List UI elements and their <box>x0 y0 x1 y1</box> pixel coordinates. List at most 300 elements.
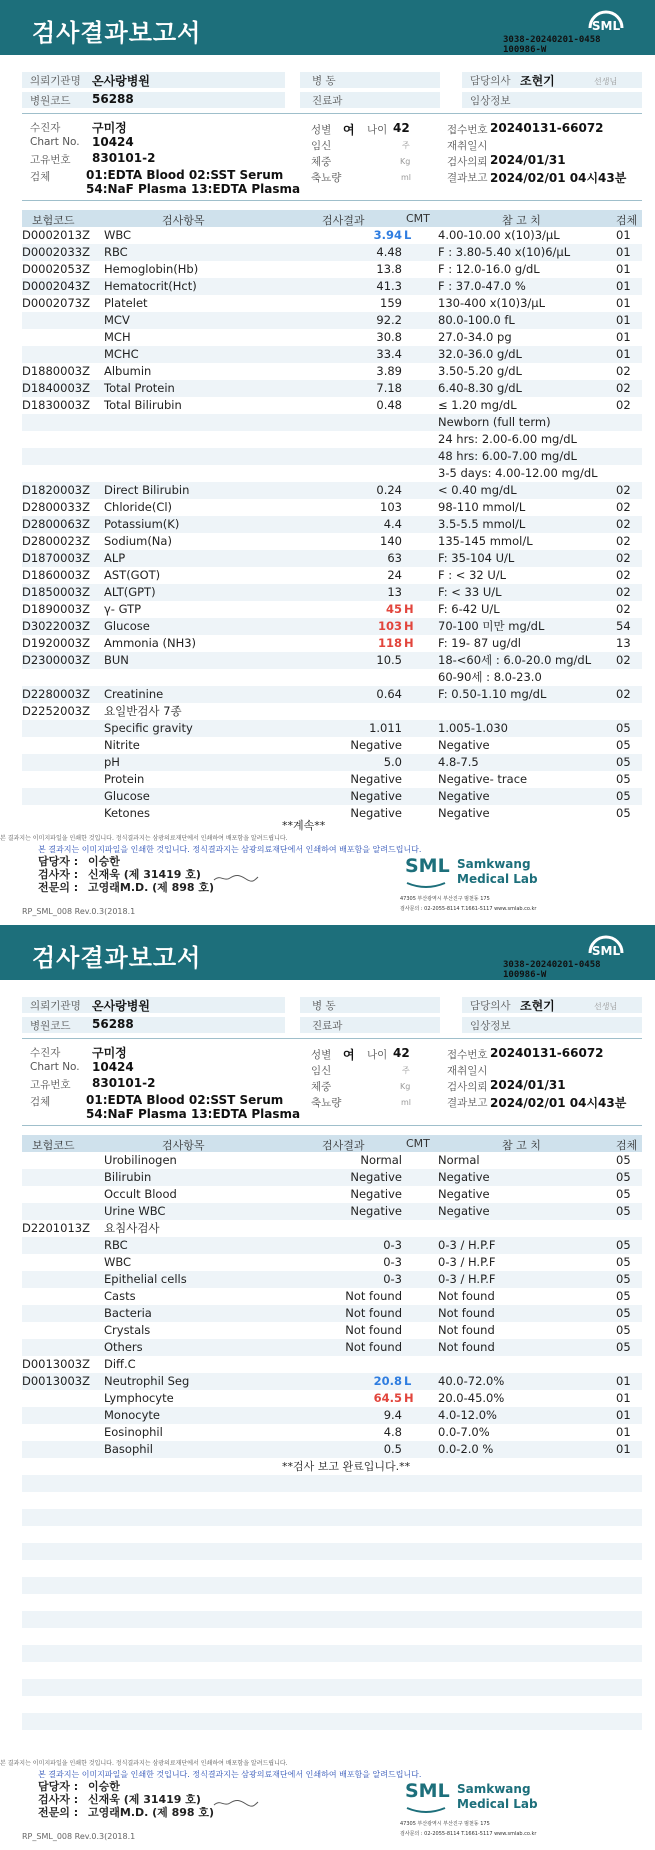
form-code: RP_SML_008 Rev.0.3(2018.1 <box>22 1832 136 1841</box>
sig-value-1: 이승한 <box>88 855 120 868</box>
row-code: D2800063Z <box>22 517 90 531</box>
dept-label: 진료과 <box>312 1020 343 1032</box>
table-row <box>22 1237 642 1254</box>
table-row <box>22 1220 642 1237</box>
sex-value: 여 <box>343 1048 355 1062</box>
table-row <box>22 465 642 482</box>
chart-label: Chart No. <box>30 1061 80 1073</box>
row-item: Total Bilirubin <box>104 398 182 412</box>
row-result: 10.5 <box>376 653 402 667</box>
table-row <box>22 584 642 601</box>
table-row <box>22 1526 642 1543</box>
logo-arc-icon <box>405 1806 447 1814</box>
complete-note: **검사 보고 완료입니다.** <box>282 1460 411 1473</box>
row-result: Not found <box>345 1306 402 1320</box>
row-ref: Negative <box>438 789 490 803</box>
row-ref: 48 hrs: 6.00-7.00 mg/dL <box>438 449 577 463</box>
row-item: Monocyte <box>104 1408 160 1422</box>
hospital-code-value: 56288 <box>92 92 134 106</box>
age-value: 42 <box>393 121 410 135</box>
row-code: D0002033Z <box>22 245 90 259</box>
row-result: 64.5 <box>373 1391 402 1405</box>
row-result: Not found <box>345 1323 402 1337</box>
weight-unit: Kg <box>400 157 411 166</box>
reported-value: 2024/02/01 04시43분 <box>490 171 627 185</box>
row-specimen: 02 <box>616 551 631 565</box>
row-code: D0002043Z <box>22 279 90 293</box>
table-row <box>22 482 642 499</box>
row-ref: F: 19- 87 ug/dl <box>438 636 521 650</box>
samkwang-logo-initials: SML <box>405 1780 450 1802</box>
row-result: 45 <box>385 602 402 616</box>
table-row <box>22 1424 642 1441</box>
row-ref: Newborn (full term) <box>438 415 551 429</box>
row-ref: F : 12.0-16.0 g/dL <box>438 262 540 276</box>
row-ref: 4.0-12.0% <box>438 1408 497 1422</box>
row-specimen: 05 <box>616 1170 631 1184</box>
table-row <box>22 618 642 635</box>
idnum-value: 830101-2 <box>92 1076 156 1090</box>
table-row <box>22 1305 642 1322</box>
row-ref: 27.0-34.0 pg <box>438 330 512 344</box>
row-ref: Not found <box>438 1306 495 1320</box>
table-row <box>22 1611 642 1628</box>
row-ref: 32.0-36.0 g/dL <box>438 347 522 361</box>
row-ref: Negative <box>438 1170 490 1184</box>
row-result: 3.89 <box>376 364 402 378</box>
row-result: 30.8 <box>376 330 402 344</box>
table-row <box>22 346 642 363</box>
table-row <box>22 295 642 312</box>
notice-text: 본 결과지는 이미지파일을 인쇄한 것입니다. 정식결과지는 삼광의료재단에서 인쇄하여 배포함을 알려드립니다. <box>38 1770 422 1779</box>
row-specimen: 01 <box>616 262 631 276</box>
form-code: RP_SML_008 Rev.0.3(2018.1 <box>22 907 136 916</box>
specimen-label: 검체 <box>30 1096 51 1108</box>
col-ref: 참 고 치 <box>502 1139 541 1152</box>
row-specimen: 13 <box>616 636 631 650</box>
row-ref: Not found <box>438 1323 495 1337</box>
table-row <box>22 1543 642 1560</box>
table-row <box>22 244 642 261</box>
reported-label: 결과보고 <box>447 172 488 184</box>
row-specimen: 01 <box>616 1425 631 1439</box>
doctor-value: 조현기 <box>520 999 555 1013</box>
sig-value-2: 신재욱 (제 31419 호) <box>88 1793 201 1806</box>
col-cmt: CMT <box>406 1137 430 1150</box>
row-ref: 0-3 / H.P.F <box>438 1238 496 1252</box>
row-result: 140 <box>380 534 402 548</box>
row-ref: 70-100 미만 mg/dL <box>438 619 545 633</box>
row-item: Occult Blood <box>104 1187 177 1201</box>
specimen-line2: 54:NaF Plasma 13:EDTA Plasma <box>86 182 301 196</box>
row-code: D1890003Z <box>22 602 90 616</box>
clinical-label: 임상정보 <box>470 1020 511 1032</box>
table-row <box>22 567 642 584</box>
row-specimen: 02 <box>616 500 631 514</box>
row-code: D0013003Z <box>22 1357 90 1371</box>
row-ref: 24 hrs: 2.00-6.00 mg/dL <box>438 432 577 446</box>
row-result: 24 <box>387 568 402 582</box>
patient-value: 구미정 <box>92 1046 127 1060</box>
row-specimen: 05 <box>616 1340 631 1354</box>
row-item: γ- GTP <box>104 602 142 616</box>
table-row <box>22 431 642 448</box>
sig-label-1: 담당자 : <box>38 855 79 868</box>
table-row <box>22 635 642 652</box>
row-ref: 1.005-1.030 <box>438 721 508 735</box>
row-item: Glucose <box>104 619 150 633</box>
urine-label: 축뇨량 <box>311 1097 342 1109</box>
row-specimen: 05 <box>616 772 631 786</box>
row-specimen: 01 <box>616 1442 631 1456</box>
specimen-line2: 54:NaF Plasma 13:EDTA Plasma <box>86 1107 301 1121</box>
results-table-header <box>22 210 642 227</box>
row-specimen: 01 <box>616 330 631 344</box>
idnum-label: 고유번호 <box>30 1079 71 1091</box>
row-ref: F : 3.80-5.40 x(10)6/μL <box>438 245 571 259</box>
row-specimen: 05 <box>616 1272 631 1286</box>
row-code: D2252003Z <box>22 704 90 718</box>
idnum-value: 830101-2 <box>92 151 156 165</box>
row-specimen: 05 <box>616 755 631 769</box>
org-label: 의뢰기관명 <box>30 75 81 87</box>
row-code: D2280003Z <box>22 687 90 701</box>
sig-label-1: 담당자 : <box>38 1780 79 1793</box>
row-specimen: 02 <box>616 483 631 497</box>
table-row <box>22 1492 642 1509</box>
row-ref: 60-90세 : 8.0-23.0 <box>438 670 542 684</box>
preg-unit: 주 <box>402 1066 410 1075</box>
sig-value-3: 고영래M.D. (제 898 호) <box>88 1806 215 1819</box>
row-item: Casts <box>104 1289 136 1303</box>
row-item: ALP <box>104 551 126 565</box>
recollect-label: 재취일시 <box>447 140 488 152</box>
dept-label: 진료과 <box>312 95 343 107</box>
row-specimen: 05 <box>616 1289 631 1303</box>
row-item: Epithelial cells <box>104 1272 187 1286</box>
patient-value: 구미정 <box>92 121 127 135</box>
row-result: 4.48 <box>376 245 402 259</box>
sig-label-3: 전문의 : <box>38 1806 79 1819</box>
table-row <box>22 1169 642 1186</box>
row-ref: 3.5-5.5 mmol/L <box>438 517 526 531</box>
weight-label: 체중 <box>311 156 332 168</box>
table-row <box>22 1713 642 1730</box>
row-item: Direct Bilirubin <box>104 483 190 497</box>
row-item: Hematocrit(Hct) <box>104 279 197 293</box>
sex-value: 여 <box>343 123 355 137</box>
row-code: D1850003Z <box>22 585 90 599</box>
row-ref: 20.0-45.0% <box>438 1391 505 1405</box>
row-item: Sodium(Na) <box>104 534 172 548</box>
urine-unit: ml <box>401 173 412 182</box>
row-item: 요침사검사 <box>104 1221 160 1235</box>
row-item: Total Protein <box>104 381 175 395</box>
row-item: RBC <box>104 245 128 259</box>
row-ref: 98-110 mmol/L <box>438 500 526 514</box>
row-specimen: 02 <box>616 381 631 395</box>
row-ref: 0-3 / H.P.F <box>438 1255 496 1269</box>
table-row <box>22 1186 642 1203</box>
row-specimen: 05 <box>616 1306 631 1320</box>
row-ref: 0.0-7.0% <box>438 1425 490 1439</box>
table-row <box>22 686 642 703</box>
row-item: Ketones <box>104 806 150 820</box>
row-flag: H <box>404 636 414 650</box>
doctor-suffix: 선생님 <box>594 77 618 86</box>
specimen-label: 검체 <box>30 171 51 183</box>
table-row <box>22 652 642 669</box>
row-result: 0.48 <box>376 398 402 412</box>
row-item: Basophil <box>104 1442 153 1456</box>
row-item: Eosinophil <box>104 1425 163 1439</box>
row-item: Chloride(Cl) <box>104 500 173 514</box>
row-ref: Negative <box>438 1187 490 1201</box>
row-ref: 3.50-5.20 g/dL <box>438 364 522 378</box>
request-label: 검사의뢰 <box>447 1081 488 1093</box>
table-row <box>22 737 642 754</box>
weight-unit: Kg <box>400 1082 411 1091</box>
table-row <box>22 278 642 295</box>
col-result: 검사결과 <box>322 214 365 227</box>
row-item: WBC <box>104 1255 132 1269</box>
sig-label-2: 검사자 : <box>38 868 79 881</box>
table-row <box>22 1730 642 1747</box>
row-item: 요일반검사 7종 <box>104 704 182 718</box>
preg-label: 임신 <box>311 1065 332 1077</box>
row-flag: H <box>404 1391 414 1405</box>
results-table-body <box>22 1152 642 1752</box>
row-result: 118 <box>377 636 402 650</box>
table-row <box>22 1152 642 1169</box>
table-row <box>22 720 642 737</box>
row-specimen: 02 <box>616 517 631 531</box>
table-row <box>22 1322 642 1339</box>
row-code: D1830003Z <box>22 398 90 412</box>
table-row <box>22 397 642 414</box>
row-ref: F: 35-104 U/L <box>438 551 515 565</box>
row-item: WBC <box>104 228 132 242</box>
results-table-body <box>22 227 642 827</box>
row-item: pH <box>104 755 120 769</box>
row-item: Potassium(K) <box>104 517 180 531</box>
row-item: ALT(GPT) <box>104 585 156 599</box>
row-specimen: 02 <box>616 653 631 667</box>
row-specimen: 01 <box>616 296 631 310</box>
svg-text:SML: SML <box>591 944 621 958</box>
row-specimen: 01 <box>616 1408 631 1422</box>
col-result: 검사결과 <box>322 1139 365 1152</box>
table-row <box>22 601 642 618</box>
row-code: D1870003Z <box>22 551 90 565</box>
row-flag: H <box>404 602 414 616</box>
table-row <box>22 261 642 278</box>
row-result: Normal <box>360 1153 402 1167</box>
sig-label-2: 검사자 : <box>38 1793 79 1806</box>
row-item: Bacteria <box>104 1306 152 1320</box>
logo-arc-icon <box>405 881 447 889</box>
row-ref: ≤ 1.20 mg/dL <box>438 398 517 412</box>
barcode-id: 3038-20240201-0458 100986-W <box>503 35 601 55</box>
row-specimen: 05 <box>616 1238 631 1252</box>
row-result: 20.8 <box>373 1374 402 1388</box>
row-code: D0002013Z <box>22 228 90 242</box>
row-specimen: 02 <box>616 534 631 548</box>
table-row <box>22 669 642 686</box>
row-result: Negative <box>350 1170 402 1184</box>
table-row <box>22 1407 642 1424</box>
row-item: MCV <box>104 313 130 327</box>
specimen-line1: 01:EDTA Blood 02:SST Serum <box>86 168 284 182</box>
row-code: D1820003Z <box>22 483 90 497</box>
table-row <box>22 227 642 244</box>
row-item: Lymphocyte <box>104 1391 174 1405</box>
row-item: MCHC <box>104 347 139 361</box>
row-ref: F: 6-42 U/L <box>438 602 500 616</box>
table-row <box>22 703 642 720</box>
table-row <box>22 550 642 567</box>
row-specimen: 02 <box>616 364 631 378</box>
row-ref: F: < 33 U/L <box>438 585 502 599</box>
table-row <box>22 1339 642 1356</box>
row-ref: 0-3 / H.P.F <box>438 1272 496 1286</box>
preg-unit: 주 <box>402 141 410 150</box>
row-specimen: 01 <box>616 1391 631 1405</box>
ward-label: 병 동 <box>312 75 336 87</box>
recollect-label: 재취일시 <box>447 1065 488 1077</box>
row-result: 103 <box>377 619 402 633</box>
table-row <box>22 329 642 346</box>
row-ref: Negative <box>438 738 490 752</box>
row-specimen: 01 <box>616 228 631 242</box>
row-code: D0002053Z <box>22 262 90 276</box>
table-row <box>22 1509 642 1526</box>
age-label: 나이 <box>367 1049 388 1061</box>
continue-note: **계속** <box>282 819 326 832</box>
reported-value: 2024/02/01 04시43분 <box>490 1096 627 1110</box>
row-result: 92.2 <box>376 313 402 327</box>
row-ref: Negative- trace <box>438 772 528 786</box>
row-result: Negative <box>350 738 402 752</box>
row-specimen: 01 <box>616 279 631 293</box>
footer-address: 47305 부산광역시 부산진구 범천동 175 <box>400 896 490 902</box>
doctor-label: 담당의사 <box>470 75 511 87</box>
barcode-id: 3038-20240201-0458 100986-W <box>503 960 601 980</box>
table-row <box>22 1594 642 1611</box>
samkwang-logo <box>405 855 545 895</box>
row-item: Ammonia (NH3) <box>104 636 197 650</box>
table-row <box>22 312 642 329</box>
row-item: Diff.C <box>104 1357 136 1371</box>
row-result: Negative <box>350 1204 402 1218</box>
doctor-value: 조현기 <box>520 74 555 88</box>
footer-contact: 검사문의 : 02-2055-8114 T.1661-5117 www.smlab.co.kr <box>400 1831 537 1837</box>
row-result: 0.24 <box>376 483 402 497</box>
signature-icon <box>212 1797 260 1809</box>
table-row <box>22 1288 642 1305</box>
row-result: 1.011 <box>369 721 402 735</box>
row-result: Negative <box>350 789 402 803</box>
row-ref: 40.0-72.0% <box>438 1374 505 1388</box>
row-code: D0013003Z <box>22 1374 90 1388</box>
notice-text: 본 결과지는 이미지파일을 인쇄한 것입니다. 정식결과지는 삼광의료재단에서 인쇄하여 배포함을 알려드립니다. <box>38 845 422 854</box>
accession-value: 20240131-66072 <box>490 1046 604 1060</box>
row-flag: L <box>404 1374 412 1388</box>
table-row <box>22 805 642 822</box>
table-row <box>22 1356 642 1373</box>
row-result: 33.4 <box>376 347 402 361</box>
row-specimen: 05 <box>616 1204 631 1218</box>
row-ref: Negative <box>438 806 490 820</box>
report-title: 검사결과보고서 <box>32 19 202 47</box>
row-ref: 18-<60세 : 6.0-20.0 mg/dL <box>438 653 592 667</box>
table-row <box>22 1679 642 1696</box>
row-item: AST(GOT) <box>104 568 161 582</box>
row-ref: F: 0.50-1.10 mg/dL <box>438 687 547 701</box>
row-item: Nitrite <box>104 738 140 752</box>
row-item: Urine WBC <box>104 1204 166 1218</box>
row-flag: L <box>404 228 412 242</box>
specimen-line1: 01:EDTA Blood 02:SST Serum <box>86 1093 284 1107</box>
row-code: D2800023Z <box>22 534 90 548</box>
weight-label: 체중 <box>311 1081 332 1093</box>
chart-label: Chart No. <box>30 136 80 148</box>
row-code: D2201013Z <box>22 1221 90 1235</box>
row-code: D3022003Z <box>22 619 90 633</box>
sig-value-2: 신재욱 (제 31419 호) <box>88 868 201 881</box>
row-item: Specific gravity <box>104 721 193 735</box>
row-result: 0.5 <box>383 1442 402 1456</box>
row-code: D0002073Z <box>22 296 90 310</box>
row-ref: < 0.40 mg/dL <box>438 483 517 497</box>
table-row <box>22 1662 642 1679</box>
col-item: 검사항목 <box>162 214 205 227</box>
row-specimen: 05 <box>616 1323 631 1337</box>
row-specimen: 05 <box>616 1255 631 1269</box>
row-ref: 4.00-10.00 x(10)3/μL <box>438 228 560 242</box>
table-row <box>22 414 642 431</box>
accession-label: 접수번호 <box>447 1049 488 1061</box>
row-ref: Negative <box>438 1204 490 1218</box>
row-item: Creatinine <box>104 687 164 701</box>
samkwang-name: Samkwang Medical Lab <box>457 857 538 886</box>
footer-contact: 검사문의 : 02-2055-8114 T.1661-5117 www.smlab.co.kr <box>400 906 537 912</box>
hospital-code-label: 병원코드 <box>30 1020 71 1032</box>
row-specimen: 01 <box>616 245 631 259</box>
table-row <box>22 1373 642 1390</box>
row-ref: 135-145 mmol/L <box>438 534 533 548</box>
sig-value-1: 이승한 <box>88 1780 120 1793</box>
row-result: Negative <box>350 772 402 786</box>
row-code: D1860003Z <box>22 568 90 582</box>
urine-unit: ml <box>401 1098 412 1107</box>
table-row <box>22 533 642 550</box>
row-ref: 4.8-7.5 <box>438 755 479 769</box>
col-cmt: CMT <box>406 212 430 225</box>
col-eq: 검체 <box>616 214 638 227</box>
row-result: 3.94 <box>373 228 402 242</box>
row-result: 103 <box>380 500 402 514</box>
request-value: 2024/01/31 <box>490 1078 566 1092</box>
row-specimen: 01 <box>616 347 631 361</box>
row-code: D2300003Z <box>22 653 90 667</box>
row-ref: F : < 32 U/L <box>438 568 507 582</box>
row-result: 159 <box>380 296 402 310</box>
row-result: 7.18 <box>376 381 402 395</box>
table-row <box>22 1475 642 1492</box>
row-result: 0-3 <box>383 1255 402 1269</box>
row-ref: 6.40-8.30 g/dL <box>438 381 522 395</box>
